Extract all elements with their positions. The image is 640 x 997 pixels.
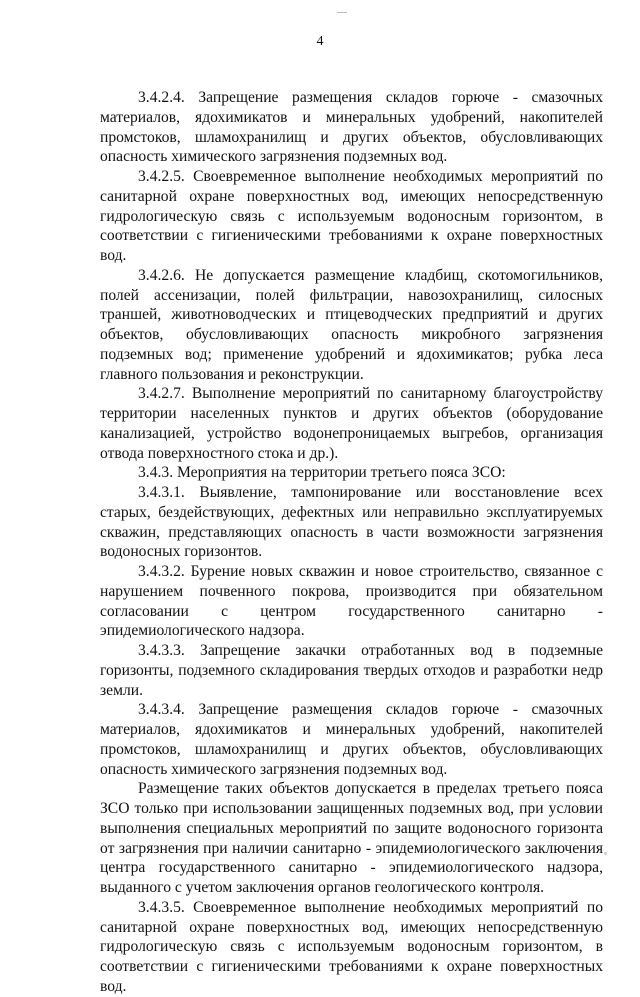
paragraph-3-4-3-4: 3.4.3.4. Запрещение размещения складов горюче - смазочных материалов, ядохимикатов и минеральных удобрений, накопителей промстоков, шламохранилищ и других объектов, обусловливающих опасность химического загрязнения подземных вод. — [100, 701, 603, 778]
paragraph-3-4-3-5: 3.4.3.5. Своевременное выполнение необходимых мероприятий по санитарной охране поверхностных вод, имеющих непосредственную гидрологическую связь с используемым водоносным горизонтом, в соответствии с гигиеническими требованиями к охране поверхностных вод. — [100, 898, 603, 995]
paragraph-3-4-2-4: 3.4.2.4. Запрещение размещения складов горюче - смазочных материалов, ядохимикатов и минеральных удобрений, накопителей промстоков, шламохранилищ и других объектов, обусловливающих опасность химического загрязнения подземных вод. — [100, 89, 603, 166]
scan-dot — [604, 852, 607, 855]
paragraph-3-4-3-3: 3.4.3.3. Запрещение закачки отработанных вод в подземные горизонты, подземного складирования твердых отходов и разработки недр земли. — [100, 642, 603, 699]
document-body — [100, 88, 603, 997]
paragraph-placement-conditions: Размещение таких объектов допускается в пределах третьего пояса ЗСО только при использовании защищенных подземных вод, при условии выполнения специальных мероприятий по защите водоносного горизонта от загрязнения при наличии санитарно - эпидемиологического заключения центра государственного санитарно - эпидемиологического надзора, выданного с учетом заключения органов геологического контроля. — [100, 780, 603, 896]
paragraph-3-4-3-heading: 3.4.3. Мероприятия на территории третьего пояса ЗСО: — [138, 464, 506, 482]
paragraph-3-4-2-6: 3.4.2.6. Не допускается размещение кладбищ, скотомогильников, полей ассенизации, полей фильтрации, навозохранилищ, силосных траншей, животноводческих и птицеводческих предприятий и других объектов, обусловливающих опасность микробного загрязнения подземных вод; применение удобрений и ядохимикатов; рубка леса главного пользования и реконструкции. — [100, 266, 603, 383]
scan-mark — [337, 12, 347, 13]
paragraph-3-4-3-2: 3.4.3.2. Бурение новых скважин и новое строительство, связанное с нарушением почвенного покрова, производится при обязательном согласовании с центром государственного санитарно - эпидемиологического надзора. — [100, 563, 603, 640]
paragraph-3-4-3-1: 3.4.3.1. Выявление, тампонирование или восстановление всех старых, бездействующих, дефектных или неправильно эксплуатируемых скважин, представляющих опасность в части возможности загрязнения водоносных горизонтов. — [100, 484, 603, 561]
paragraph-3-4-2-7: 3.4.2.7. Выполнение мероприятий по санитарному благоустройству территории населенных пунктов и других объектов (оборудование канализацией, устройство водонепроницаемых выгребов, организация отвода поверхностного стока и др.). — [100, 385, 603, 462]
paragraph-3-4-2-5: 3.4.2.5. Своевременное выполнение необходимых мероприятий по санитарной охране поверхностных вод, имеющих непосредственную гидрологическую связь с используемым водоносным горизонтом, в соответствии с гигиеническими требованиями к охране поверхностных вод. — [100, 168, 603, 264]
page-number: 4 — [316, 34, 324, 49]
